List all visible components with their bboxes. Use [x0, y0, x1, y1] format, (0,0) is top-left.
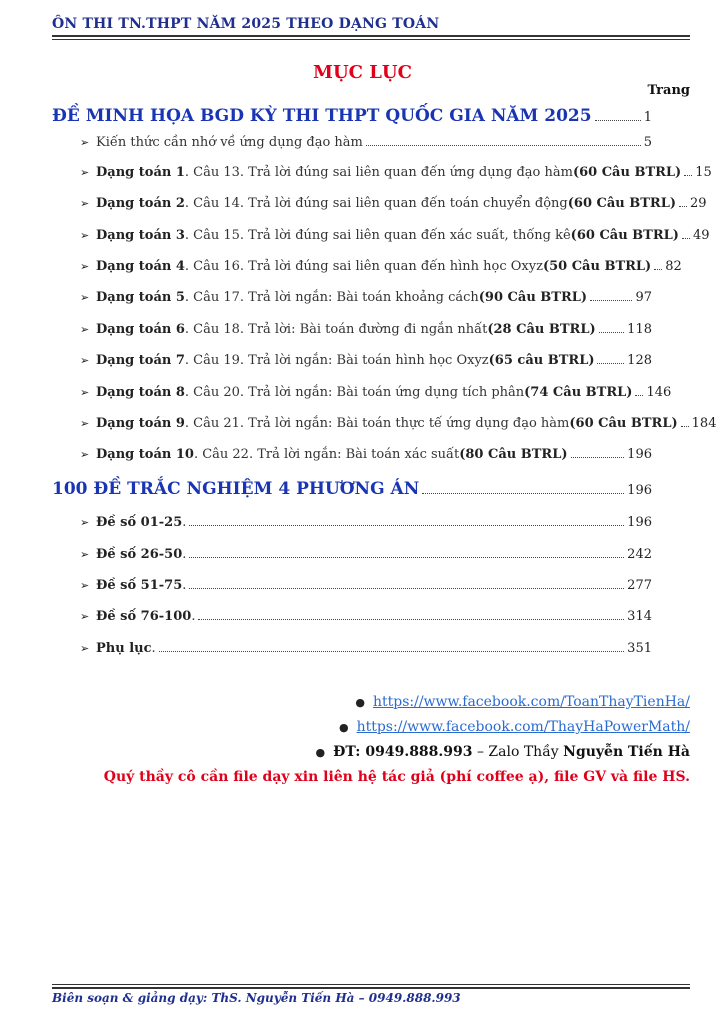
- arrow-bullet-icon: ➢: [80, 610, 90, 623]
- toc-item-dang-toan-4[interactable]: [80, 259, 682, 274]
- toc-item-dang-toan-2[interactable]: [80, 196, 707, 211]
- page-number: 82: [665, 259, 682, 274]
- toc-item-text: . Câu 14. Trả lời đúng sai liên quan đến toán chuyển động: [184, 196, 568, 211]
- page-number: 196: [627, 515, 652, 530]
- arrow-bullet-icon: ➢: [80, 323, 90, 336]
- zalo-text: – Zalo Thầy: [472, 744, 564, 760]
- toc-item-count: (90 Câu BTRL): [478, 290, 588, 305]
- arrow-bullet-icon: ➢: [80, 166, 90, 179]
- page-number: 5: [643, 135, 652, 150]
- toc-item-text: . Câu 22. Trả lời ngắn: Bài toán xác suất: [193, 447, 460, 462]
- dot-leader: [590, 300, 632, 301]
- toc-item-text: .: [182, 578, 187, 593]
- toc-section-minh-hoa[interactable]: [52, 106, 652, 126]
- arrow-bullet-icon: ➢: [80, 579, 90, 592]
- dot-leader: [571, 457, 625, 458]
- page-number: 277: [627, 578, 652, 593]
- dot-leader: [366, 145, 641, 146]
- facebook-link-toanthaytienha[interactable]: https://www.facebook.com/ToanThayTienHa/: [372, 694, 690, 710]
- page-number: 242: [627, 547, 652, 562]
- dot-leader: [597, 363, 624, 364]
- dot-leader: [684, 175, 692, 176]
- dot-leader: [422, 493, 624, 494]
- page-header-title: ÔN THI TN.THPT NĂM 2025 THEO DẠNG TOÁN: [52, 16, 440, 32]
- toc-item-label: Dạng toán 4: [96, 259, 185, 274]
- page-number: 97: [635, 290, 652, 305]
- arrow-bullet-icon: ➢: [80, 516, 90, 529]
- footer-divider: [52, 987, 690, 989]
- bullet-dot-icon: ●: [338, 721, 349, 734]
- toc-heading: MỤC LỤC: [313, 62, 412, 83]
- page-column-label: Trang: [647, 83, 690, 98]
- toc-item-text: . Câu 16. Trả lời đúng sai liên quan đến hình học Oxyz: [184, 259, 543, 274]
- toc-item-label: Phụ lục: [96, 641, 152, 656]
- page-number: 351: [627, 641, 652, 656]
- phone-label: ĐT: 0949.888.993: [333, 744, 473, 760]
- bullet-dot-icon: ●: [355, 696, 365, 709]
- toc-item-dang-toan-1[interactable]: [80, 165, 712, 180]
- page-number: 184: [691, 416, 717, 431]
- dot-leader: [599, 332, 625, 333]
- toc-item-count: (60 Câu BTRL): [572, 165, 682, 180]
- page-number: 15: [695, 165, 712, 180]
- arrow-bullet-icon: ➢: [80, 642, 90, 655]
- header-divider: [52, 35, 690, 37]
- toc-item-label: Dạng toán 3: [96, 228, 185, 243]
- page-number: 196: [627, 483, 652, 498]
- dot-leader: [679, 206, 687, 207]
- page-number: 128: [627, 353, 652, 368]
- toc-item-text: . Câu 17. Trả lời ngắn: Bài toán khoảng cách: [184, 290, 479, 305]
- toc-item-dang-toan-9[interactable]: [80, 416, 717, 431]
- toc-item-label: Dạng toán 7: [96, 353, 185, 368]
- toc-section-100-de[interactable]: [52, 479, 652, 499]
- page-number: 314: [627, 609, 652, 624]
- dot-leader: [189, 588, 624, 589]
- toc-item-label: Dạng toán 5: [96, 290, 185, 305]
- toc-item-text: .: [182, 547, 187, 562]
- toc-item-text: . Câu 15. Trả lời đúng sai liên quan đến xác suất, thống kê: [184, 228, 571, 243]
- arrow-bullet-icon: ➢: [80, 386, 90, 399]
- arrow-bullet-icon: ➢: [80, 229, 90, 242]
- toc-item-label: Dạng toán 9: [96, 416, 185, 431]
- arrow-bullet-icon: ➢: [80, 448, 90, 461]
- toc-item-label: Đề số 51-75: [96, 578, 183, 593]
- toc-item-label: Đề số 01-25: [96, 515, 183, 530]
- dot-leader: [189, 525, 624, 526]
- toc-item-dang-toan-6[interactable]: [80, 322, 652, 337]
- page-number: 118: [627, 322, 652, 337]
- toc-item-de-so-01-25[interactable]: [80, 515, 652, 530]
- facebook-link-thayhapowermath[interactable]: https://www.facebook.com/ThayHaPowerMath/: [356, 719, 690, 735]
- toc-item-label: Dạng toán 2: [96, 196, 185, 211]
- toc-item-text: . Câu 19. Trả lời ngắn: Bài toán hình học Oxyz: [184, 353, 489, 368]
- toc-item-text: .: [182, 515, 187, 530]
- dot-leader: [635, 395, 643, 396]
- toc-item-count: (28 Câu BTRL): [487, 322, 596, 337]
- toc-item-count: (50 Câu BTRL): [542, 259, 652, 274]
- toc-item-de-so-76-100[interactable]: [80, 609, 652, 624]
- toc-item-text: .: [191, 609, 196, 624]
- toc-item-text: . Câu 18. Trả lời: Bài toán đường đi ngắn nhất: [184, 322, 488, 337]
- dot-leader: [189, 557, 624, 558]
- dot-leader: [159, 651, 625, 652]
- toc-item-label: Dạng toán 1: [96, 165, 185, 180]
- toc-item-text: . Câu 20. Trả lời ngắn: Bài toán ứng dụng tích phân: [184, 385, 525, 400]
- toc-item-label: Đề số 76-100: [96, 609, 192, 624]
- footer-credit: Biên soạn & giảng dạy: ThS. Nguyễn Tiến Hà – 0949.888.993: [52, 991, 461, 1005]
- author-name: Nguyễn Tiến Hà: [563, 744, 690, 760]
- bullet-dot-icon: ●: [315, 746, 326, 759]
- arrow-bullet-icon: ➢: [80, 417, 90, 430]
- toc-item-count: (60 Câu BTRL): [569, 416, 678, 431]
- arrow-bullet-icon: ➢: [80, 197, 90, 210]
- toc-item-dang-toan-5[interactable]: [80, 290, 652, 305]
- toc-item-dang-toan-3[interactable]: [80, 228, 710, 243]
- page-number: 1: [643, 110, 652, 125]
- request-note: Quý thầy cô cần file dạy xin liên hệ tác giả (phí coffee ạ), file GV và file HS.: [103, 769, 690, 785]
- toc-item-count: (80 Câu BTRL): [459, 447, 568, 462]
- toc-item-count: (60 Câu BTRL): [567, 196, 677, 211]
- toc-item-kien-thuc[interactable]: [80, 135, 652, 150]
- arrow-bullet-icon: ➢: [80, 354, 90, 367]
- toc-item-de-so-26-50[interactable]: [80, 547, 652, 562]
- arrow-bullet-icon: ➢: [80, 136, 90, 149]
- dot-leader: [595, 120, 641, 121]
- toc-item-count: (60 Câu BTRL): [570, 228, 679, 243]
- page-number: 146: [646, 385, 672, 400]
- footer-divider-thin: [52, 984, 690, 985]
- dot-leader: [654, 269, 662, 270]
- page-number: 29: [690, 196, 707, 211]
- arrow-bullet-icon: ➢: [80, 548, 90, 561]
- toc-item-dang-toan-8[interactable]: [80, 385, 672, 400]
- toc-item-dang-toan-10[interactable]: [80, 447, 652, 462]
- arrow-bullet-icon: ➢: [80, 291, 90, 304]
- toc-item-count: (74 Câu BTRL): [524, 385, 633, 400]
- toc-item-label: Dạng toán 8: [96, 385, 185, 400]
- contact-block: [104, 690, 690, 789]
- dot-leader: [682, 238, 690, 239]
- dot-leader: [681, 426, 689, 427]
- toc-item-count: (65 câu BTRL): [488, 353, 595, 368]
- toc-item-phu-luc[interactable]: [80, 641, 652, 656]
- page-number: 196: [627, 447, 652, 462]
- dot-leader: [198, 619, 624, 620]
- toc-item-label: Đề số 26-50: [96, 547, 183, 562]
- toc-item-text: . Câu 21. Trả lời ngắn: Bài toán thực tế ứng dụng đạo hàm: [184, 416, 570, 431]
- arrow-bullet-icon: ➢: [80, 260, 90, 273]
- section-title: 100 ĐỀ TRẮC NGHIỆM 4 PHƯƠNG ÁN: [52, 479, 420, 499]
- toc-item-text: . Câu 13. Trả lời đúng sai liên quan đến ứng dụng đạo hàm: [184, 165, 573, 180]
- toc-item-label: Dạng toán 10: [96, 447, 194, 462]
- toc-item-de-so-51-75[interactable]: [80, 578, 652, 593]
- toc-item-label: Dạng toán 6: [96, 322, 185, 337]
- toc-item-text: .: [151, 641, 156, 656]
- page-number: 49: [692, 228, 710, 243]
- toc-item-text: Kiến thức cần nhớ về ứng dụng đạo hàm: [96, 135, 363, 150]
- section-title: ĐỀ MINH HỌA BGD KỲ THI THPT QUỐC GIA NĂM 2025: [52, 106, 592, 126]
- header-divider-thin: [52, 39, 690, 40]
- toc-item-dang-toan-7[interactable]: [80, 353, 652, 368]
